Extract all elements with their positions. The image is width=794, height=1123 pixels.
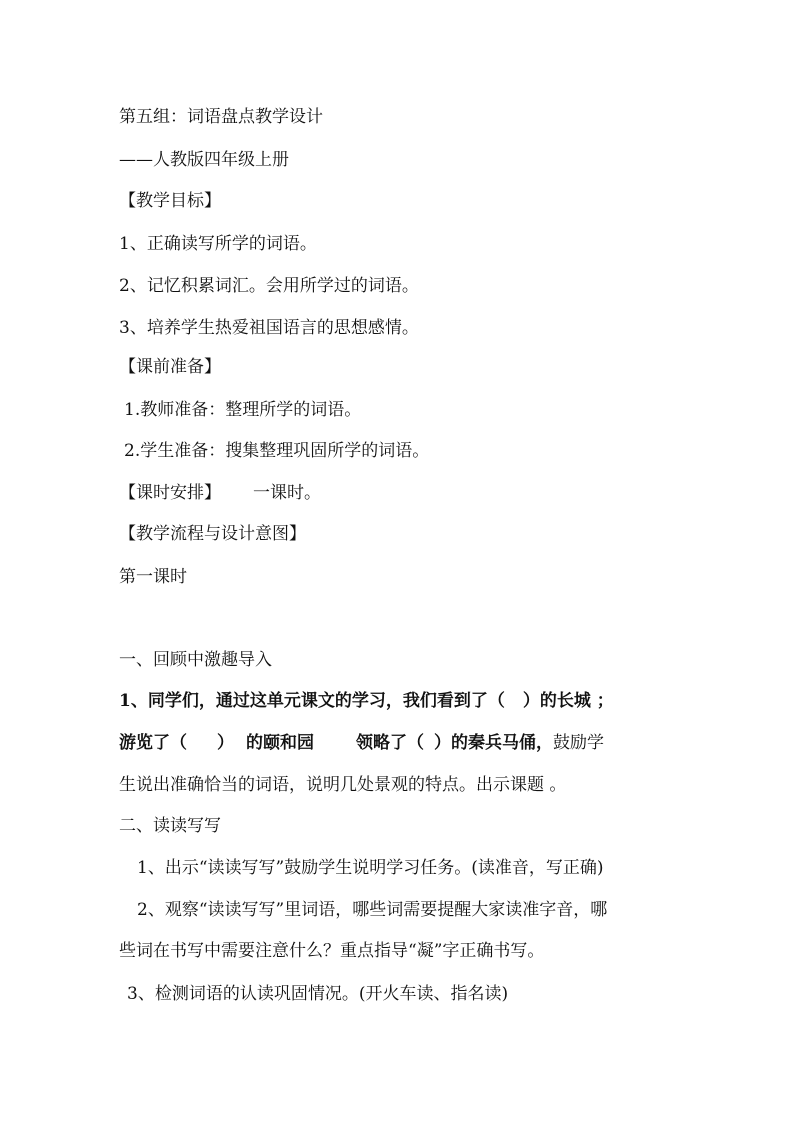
- schedule-label: 【课时安排】: [119, 483, 221, 503]
- text-segment: ）的长城 ；: [522, 691, 614, 711]
- paragraph-line: [119, 690, 614, 712]
- part2-heading: 二、读读写写: [119, 816, 221, 836]
- paragraph-line: 生说出准确恰当的词语，说明几处景观的特点。出示课题 。: [119, 775, 567, 795]
- text-segment: 领略了（: [356, 733, 424, 753]
- schedule-value: 一课时。: [253, 483, 321, 503]
- document-subtitle: ——人教版四年级上册: [119, 150, 289, 170]
- document-title: 第五组：词语盘点教学设计: [119, 107, 323, 127]
- text-segment: 游览了（: [119, 733, 187, 753]
- text-segment: ）: [217, 733, 234, 753]
- prep-item-student: 2.学生准备：搜集整理巩固所学的词语。: [124, 441, 430, 461]
- section-heading-flow: 【教学流程与设计意图】: [119, 524, 306, 544]
- text-segment: 鼓励学: [553, 733, 604, 753]
- goal-item-1: 1、正确读写所学的词语。: [119, 234, 317, 254]
- part1-heading: 一、回顾中激趣导入: [119, 650, 272, 670]
- paragraph-line: 2、观察“读读写写”里词语，哪些词需要提醒大家读准字音，哪: [137, 900, 608, 920]
- text-segment: 的颐和园: [246, 733, 314, 753]
- section-heading-goals: 【教学目标】: [119, 191, 221, 211]
- prep-item-teacher: 1.教师准备：整理所学的词语。: [124, 400, 362, 420]
- paragraph-line: 1、出示“读读写写”鼓励学生说明学习任务。(读准音，写正确): [137, 858, 604, 878]
- text-segment: 1、同学们，通过这单元课文的学习，我们看到了（: [119, 691, 505, 711]
- section-heading-preparation: 【课前准备】: [119, 357, 221, 377]
- paragraph-line: [119, 732, 604, 754]
- text-segment: ）的秦兵马俑，: [434, 733, 553, 753]
- lesson-heading: 第一课时: [119, 567, 187, 587]
- section-heading-schedule: [119, 482, 321, 504]
- paragraph-line: 3、检测词语的认读巩固情况。(开火车读、指名读): [127, 984, 509, 1004]
- goal-item-3: 3、培养学生热爱祖国语言的思想感情。: [119, 318, 419, 338]
- goal-item-2: 2、记忆积累词汇。会用所学过的词语。: [119, 276, 419, 296]
- paragraph-line: 些词在书写中需要注意什么？重点指导“凝”字正确书写。: [119, 941, 545, 961]
